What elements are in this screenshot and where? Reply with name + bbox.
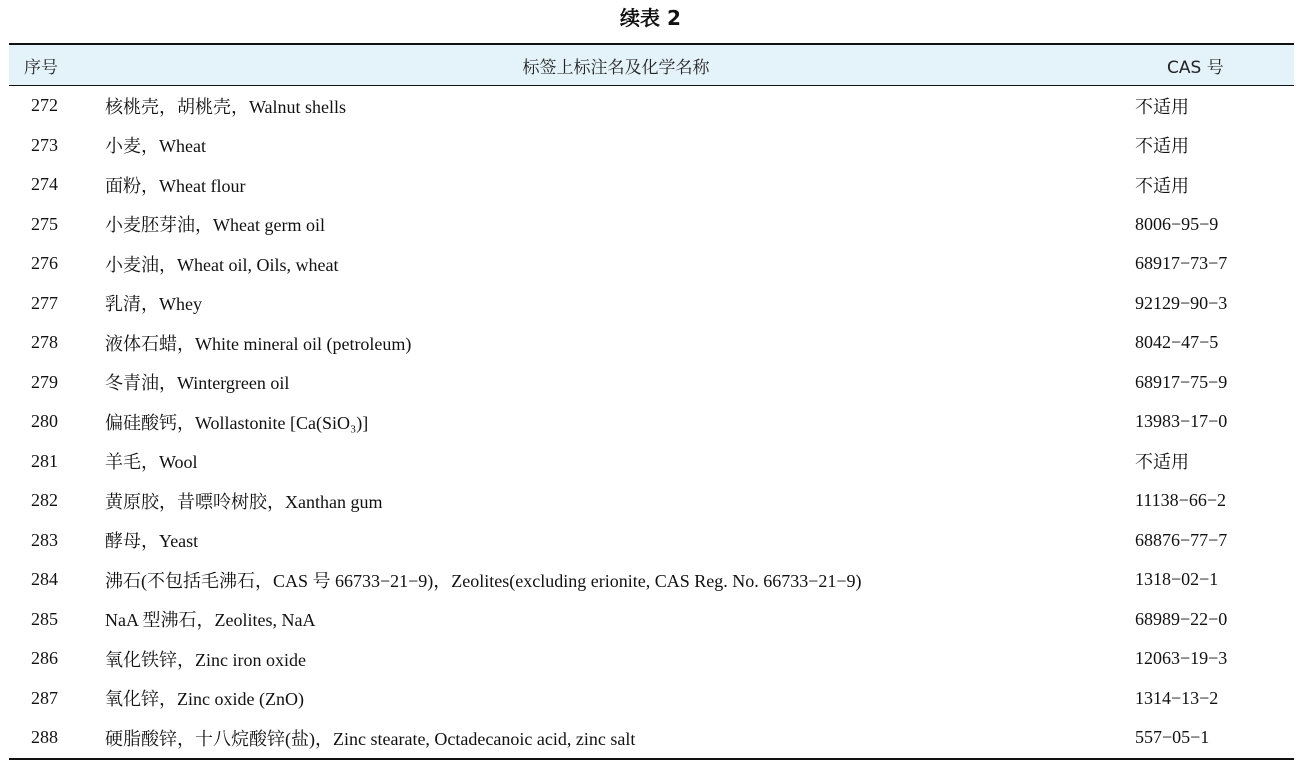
- table-row: [9, 560, 1294, 600]
- row-serial-number: 285: [31, 608, 58, 629]
- row-serial-number: 272: [31, 95, 58, 116]
- table-row: [9, 639, 1294, 679]
- column-header-label-name: 标签上标注名及化学名称: [97, 44, 1135, 86]
- table-row: [9, 323, 1294, 363]
- row-serial-number: 273: [31, 134, 58, 155]
- ingredient-table-container: [9, 43, 1294, 760]
- table-row: [9, 442, 1294, 482]
- row-serial-number: 288: [9, 718, 97, 759]
- table-row: [9, 600, 1294, 640]
- row-cas-number: 12063−19−3: [1135, 648, 1228, 669]
- row-cas-number: 13983−17−0: [1135, 411, 1228, 432]
- table-header-row: [9, 44, 1294, 86]
- row-serial-number: 277: [31, 292, 58, 313]
- row-cas-number: 68917−75−9: [1135, 371, 1228, 392]
- table-header: [9, 44, 1294, 86]
- table-row: [9, 86, 1294, 126]
- table-row: [9, 481, 1294, 521]
- row-cas-number: 557−05−1: [1135, 718, 1294, 759]
- row-label-name: 小麦胚芽油，Wheat germ oil: [105, 215, 325, 236]
- row-label-name: 面粉，Wheat flour: [105, 175, 246, 196]
- row-cas-number: 68989−22−0: [1135, 608, 1228, 629]
- row-label-name: NaA 型沸石，Zeolites, NaA: [105, 610, 316, 631]
- row-serial-number: 282: [31, 490, 58, 511]
- table-row: [9, 521, 1294, 561]
- row-cas-number: 8006−95−9: [1135, 213, 1219, 234]
- row-label-name: 羊毛，Wool: [105, 452, 198, 473]
- row-serial-number: 279: [31, 371, 58, 392]
- row-serial-number: 275: [31, 213, 58, 234]
- row-label-name: 黄原胶，昔嘌呤树胶，Xanthan gum: [105, 491, 383, 512]
- row-cas-number: 不适用: [1135, 175, 1189, 196]
- row-label-name: 氧化锌，Zinc oxide (ZnO): [105, 689, 304, 710]
- row-label-name: 乳清，Whey: [105, 294, 202, 315]
- table-row: [9, 244, 1294, 284]
- row-cas-number: 不适用: [1135, 96, 1189, 117]
- ingredient-table: [9, 43, 1294, 760]
- table-row: [9, 679, 1294, 719]
- row-cas-number: 68917−73−7: [1135, 253, 1228, 274]
- row-cas-number: 11138−66−2: [1135, 490, 1226, 511]
- row-cas-number: 1314−13−2: [1135, 687, 1219, 708]
- row-serial-number: 283: [31, 529, 58, 550]
- column-header-serial-number: 序号: [9, 44, 97, 86]
- row-serial-number: 281: [31, 450, 58, 471]
- table-row: [9, 126, 1294, 166]
- row-cas-number: 8042−47−5: [1135, 332, 1219, 353]
- row-cas-number: 1318−02−1: [1135, 569, 1219, 590]
- table-row: [9, 205, 1294, 245]
- table-row: [9, 284, 1294, 324]
- row-label-name: 小麦，Wheat: [105, 136, 206, 157]
- row-cas-number: 68876−77−7: [1135, 529, 1228, 550]
- row-label-name: 小麦油，Wheat oil, Oils, wheat: [105, 254, 339, 275]
- row-cas-number: 92129−90−3: [1135, 292, 1228, 313]
- row-label-name: 液体石蜡，White mineral oil (petroleum): [105, 333, 412, 354]
- table-caption: 续表 2: [620, 6, 681, 30]
- row-cas-number: 不适用: [1135, 452, 1189, 473]
- row-serial-number: 287: [31, 687, 58, 708]
- row-serial-number: 286: [31, 648, 58, 669]
- row-serial-number: 274: [31, 174, 58, 195]
- row-serial-number: 276: [31, 253, 58, 274]
- row-label-name: 氧化铁锌，Zinc iron oxide: [105, 649, 306, 670]
- row-cas-number: 不适用: [1135, 136, 1189, 157]
- table-row: [9, 718, 1294, 759]
- row-label-name: 硬脂酸锌，十八烷酸锌(盐)，Zinc stearate, Octadecanoic acid, zinc salt: [97, 718, 1135, 759]
- row-serial-number: 280: [31, 411, 58, 432]
- row-label-name: 沸石(不包括毛沸石，CAS 号 66733−21−9)，Zeolites(excluding erionite, CAS Reg. No. 66733−21−9): [105, 570, 862, 591]
- row-label-name: 核桃壳，胡桃壳，Walnut shells: [105, 96, 347, 117]
- table-row: [9, 363, 1294, 403]
- row-label-name: 冬青油，Wintergreen oil: [105, 373, 290, 394]
- column-header-cas-number: CAS 号: [1135, 44, 1294, 86]
- row-serial-number: 278: [31, 332, 58, 353]
- table-row: [9, 165, 1294, 205]
- table-row: [9, 402, 1294, 442]
- row-serial-number: 284: [31, 569, 58, 590]
- row-label-name: 偏硅酸钙，Wollastonite [Ca(SiO₃)]: [105, 412, 369, 433]
- table-body: [9, 86, 1294, 759]
- row-label-name: 酵母，Yeast: [105, 531, 199, 552]
